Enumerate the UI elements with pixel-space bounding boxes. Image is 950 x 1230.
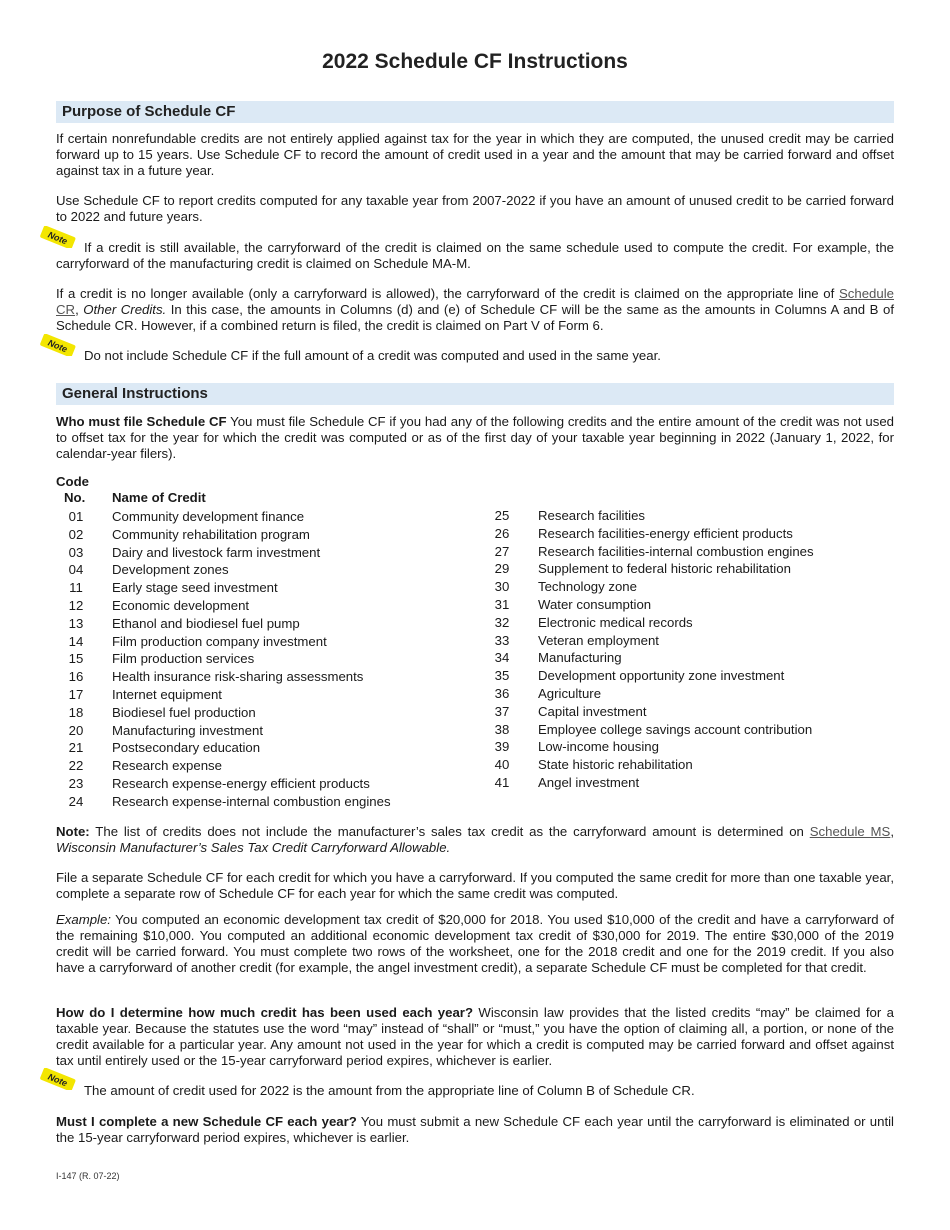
credit-code: 39 <box>494 739 510 755</box>
credit-code: 04 <box>68 562 84 578</box>
credit-row <box>59 579 459 597</box>
credit-row <box>485 703 885 721</box>
example-paragraph <box>56 912 894 976</box>
credit-row <box>485 649 885 667</box>
credit-code: 33 <box>494 632 510 648</box>
credit-code: 30 <box>494 579 510 595</box>
credit-code: 37 <box>494 703 510 719</box>
credit-code: 38 <box>494 721 510 737</box>
credit-code: 20 <box>68 722 84 738</box>
credit-code: 36 <box>494 685 510 701</box>
credit-name: Research expense-energy efficient products <box>112 775 370 791</box>
credit-name: Angel investment <box>538 774 640 790</box>
general-note-3-text: The amount of credit used for 2022 is the amount from the appropriate line of Column B of Schedule CR. <box>84 1083 695 1098</box>
credit-row <box>485 721 885 739</box>
section-header-general <box>56 383 894 405</box>
credit-code: 34 <box>494 650 510 666</box>
credit-row <box>59 704 459 722</box>
credit-row <box>59 739 459 757</box>
credit-row <box>485 560 885 578</box>
who-must-file-paragraph <box>56 414 894 462</box>
credit-name: Agriculture <box>538 685 602 701</box>
credit-row <box>485 525 885 543</box>
credit-row <box>485 543 885 561</box>
credit-list-left <box>59 508 459 811</box>
credit-code: 27 <box>494 543 510 559</box>
credit-code: 25 <box>494 508 510 523</box>
credit-code: 15 <box>68 651 84 667</box>
how-determine-text: Wisconsin law provides that the listed credits “may” be claimed for a taxable year. Because the statutes use the word “may” instead of “shall” or “must,” you have the option of claiming all, a portion, or none of the credit available for a particular year. Any amount not used in the year for which a credit is computed may be carried forward and offset against tax until entirely used or the 15-year carryforward period expires, whichever is earlier. <box>56 1005 894 1068</box>
credit-code: 17 <box>68 686 84 702</box>
credit-name: Development zones <box>112 562 229 578</box>
section-header-purpose <box>56 101 894 123</box>
credit-name: Manufacturing investment <box>112 722 263 738</box>
note-text-a: The list of credits does not include the manufacturer’s sales tax credit as the carryforward amount is determined on <box>89 824 810 839</box>
general-note-3 <box>56 1083 894 1099</box>
example-text: You computed an economic development tax credit of $20,000 for 2018. You used $10,000 of the credit and have a carryforward of the remaining $10,000. You computed an additional economic development tax credit of $30,000 for 2019. The entire $30,000 of the 2019 credit will be carried forward. You must complete two rows of the worksheet, one for the 2018 credit and one for the 2019 credit. If you also have a carryforward of another credit (for example, the angel investment credit), a separate Schedule CF must be completed for that credit. <box>56 912 894 975</box>
credit-code: 01 <box>68 509 84 524</box>
file-separate-paragraph: File a separate Schedule CF for each credit for which you have a carryforward. If you computed the same credit for more than one taxable year, complete a separate row of Schedule CF for each year for which the same credit was computed. <box>56 870 894 901</box>
manufacturer-note-paragraph <box>56 824 894 856</box>
credit-row <box>485 596 885 614</box>
form-number-footer: I-147 (R. 07-22) <box>56 1171 120 1181</box>
note-text-b: , <box>890 824 894 839</box>
credit-row <box>485 614 885 632</box>
credit-code: 35 <box>494 668 510 684</box>
credit-name: Community rehabilitation program <box>112 526 310 542</box>
credit-row <box>59 650 459 668</box>
credit-code: 40 <box>494 757 510 773</box>
credit-code: 24 <box>68 793 84 809</box>
credit-row <box>485 507 885 525</box>
credit-row <box>59 597 459 615</box>
code-header-line2: No. <box>64 490 86 505</box>
credit-code: 03 <box>68 544 84 560</box>
credit-code: 14 <box>68 633 84 649</box>
credit-name: Development opportunity zone investment <box>538 668 785 684</box>
name-of-credit-header: Name of Credit <box>112 490 206 505</box>
credit-row <box>59 722 459 740</box>
credit-row <box>59 615 459 633</box>
credit-row <box>59 561 459 579</box>
purpose-paragraph-3-b: , <box>75 302 84 317</box>
who-must-file-text: You must file Schedule CF if you had any of the following credits and the entire amount of the credit was not used to offset tax for the year for which the credit was computed or as of the first day of your taxable year beginning in 2022 (January 1, 2022, for calendar-year filers). <box>56 414 895 461</box>
credit-row <box>59 668 459 686</box>
credit-row <box>485 632 885 650</box>
credit-row <box>59 793 459 811</box>
credit-code: 21 <box>68 740 84 756</box>
credit-name: Veteran employment <box>538 632 659 648</box>
credit-name: State historic rehabilitation <box>538 757 693 773</box>
credit-name: Low-income housing <box>538 739 659 755</box>
credit-name: Film production services <box>112 651 255 667</box>
credit-name: Water consumption <box>538 596 652 612</box>
credit-name: Internet equipment <box>112 686 222 702</box>
purpose-paragraph-3 <box>56 286 894 334</box>
credit-row <box>485 756 885 774</box>
purpose-paragraph-1: If certain nonrefundable credits are not entirely applied against tax for the year in which they are computed, the unused credit may be carried forward up to 15 years. Use Schedule CF to record the amount of credit used in a year and the amount that may be carried forward and offset against tax in a future year. <box>56 131 894 178</box>
example-label: Example: <box>56 912 111 927</box>
credit-code: 23 <box>68 775 84 791</box>
credit-code: 31 <box>494 596 510 612</box>
purpose-note-2-text: Do not include Schedule CF if the full amount of a credit was computed and used in the same year. <box>84 348 661 363</box>
credit-row <box>485 685 885 703</box>
credit-name: Economic development <box>112 597 250 613</box>
credit-row <box>59 544 459 562</box>
credit-row <box>485 667 885 685</box>
credit-name: Employee college savings account contribution <box>538 721 813 737</box>
credit-row <box>485 578 885 596</box>
note-icon-label: Note <box>46 229 69 247</box>
credit-row <box>59 757 459 775</box>
credit-name: Ethanol and biodiesel fuel pump <box>112 615 300 631</box>
credit-code: 26 <box>494 525 510 541</box>
credit-name: Research expense-internal combustion engines <box>112 793 391 809</box>
credit-row <box>485 774 885 792</box>
credit-code: 18 <box>68 704 84 720</box>
must-complete-heading: Must I complete a new Schedule CF each year? <box>56 1114 357 1129</box>
credit-code: 22 <box>68 758 84 774</box>
credit-name: Electronic medical records <box>538 614 693 630</box>
credit-name: Capital investment <box>538 703 647 719</box>
section-title-purpose: Purpose of Schedule CF <box>62 103 236 120</box>
other-credits-italic: Other Credits. <box>83 302 167 317</box>
credit-name: Research expense <box>112 758 222 774</box>
how-determine-paragraph <box>56 1005 894 1069</box>
note-icon-label: Note <box>46 1071 69 1089</box>
credit-code: 11 <box>69 580 83 596</box>
credit-name: Biodiesel fuel production <box>112 704 256 720</box>
credit-list-right <box>485 507 885 792</box>
credit-name: Community development finance <box>112 509 305 524</box>
credit-name: Film production company investment <box>112 633 327 649</box>
purpose-note-1 <box>56 240 894 272</box>
note-heading: Note: <box>56 824 90 839</box>
purpose-paragraph-3-a: If a credit is no longer available (only a carryforward is allowed), the carryforward of the credit is claimed on the appropriate line of <box>56 286 839 301</box>
credit-row <box>59 526 459 544</box>
credit-name: Technology zone <box>538 579 637 595</box>
credit-row <box>59 633 459 651</box>
must-complete-paragraph <box>56 1114 894 1146</box>
code-header-line1: Code <box>56 474 89 489</box>
must-complete-text: You must submit a new Schedule CF each year until the carryforward is eliminated or until the 15-year carryforward period expires, whichever is earlier. <box>56 1114 894 1145</box>
credit-name: Manufacturing <box>538 650 622 666</box>
credit-code: 32 <box>494 614 510 630</box>
page-title: 2022 Schedule CF Instructions <box>322 50 628 73</box>
credit-code: 29 <box>494 561 510 577</box>
credit-row <box>59 775 459 793</box>
credit-name: Research facilities-internal combustion engines <box>538 543 814 559</box>
credit-row <box>59 508 459 526</box>
purpose-note-2 <box>56 348 894 364</box>
credit-name: Dairy and livestock farm investment <box>112 544 321 560</box>
credit-name: Early stage seed investment <box>112 580 278 596</box>
credit-name: Health insurance risk-sharing assessments <box>112 669 364 685</box>
credit-code: 02 <box>68 526 84 542</box>
schedule-ms-link[interactable]: Schedule MS <box>809 824 891 839</box>
schedule-cr-link[interactable]: Schedule CR <box>56 286 894 317</box>
credit-code: 41 <box>494 774 510 790</box>
credit-name: Postsecondary education <box>112 740 261 756</box>
who-must-file-heading: Who must file Schedule CF <box>56 414 227 429</box>
credit-name: Research facilities <box>538 508 646 523</box>
purpose-paragraph-3-c: In this case, the amounts in Columns (d) and (e) of Schedule CF will be the same as the amounts in Columns A and B of Schedule CR. However, if a combined return is filed, the credit is claimed on Part V of Form 6. <box>56 302 894 333</box>
credit-code: 13 <box>68 615 84 631</box>
purpose-paragraph-2: Use Schedule CF to report credits computed for any taxable year from 2007-2022 if you have an amount of unused credit to be carried forward to 2022 and future years. <box>56 193 894 224</box>
credit-name: Supplement to federal historic rehabilitation <box>538 561 791 577</box>
credit-code: 12 <box>68 597 84 613</box>
credit-row <box>485 738 885 756</box>
credit-row <box>59 686 459 704</box>
credit-code: 16 <box>68 669 84 685</box>
how-determine-heading: How do I determine how much credit has been used each year? <box>56 1005 473 1020</box>
section-title-general: General Instructions <box>62 385 208 402</box>
purpose-note-1-text: If a credit is still available, the carryforward of the credit is claimed on the same schedule used to compute the credit. For example, the carryforward of the manufacturing credit is claimed on Schedule MA-M. <box>56 240 894 271</box>
note-italic-title: Wisconsin Manufacturer’s Sales Tax Credit Carryforward Allowable. <box>56 840 451 855</box>
note-icon-label: Note <box>46 337 69 355</box>
credit-name: Research facilities-energy efficient products <box>538 525 793 541</box>
